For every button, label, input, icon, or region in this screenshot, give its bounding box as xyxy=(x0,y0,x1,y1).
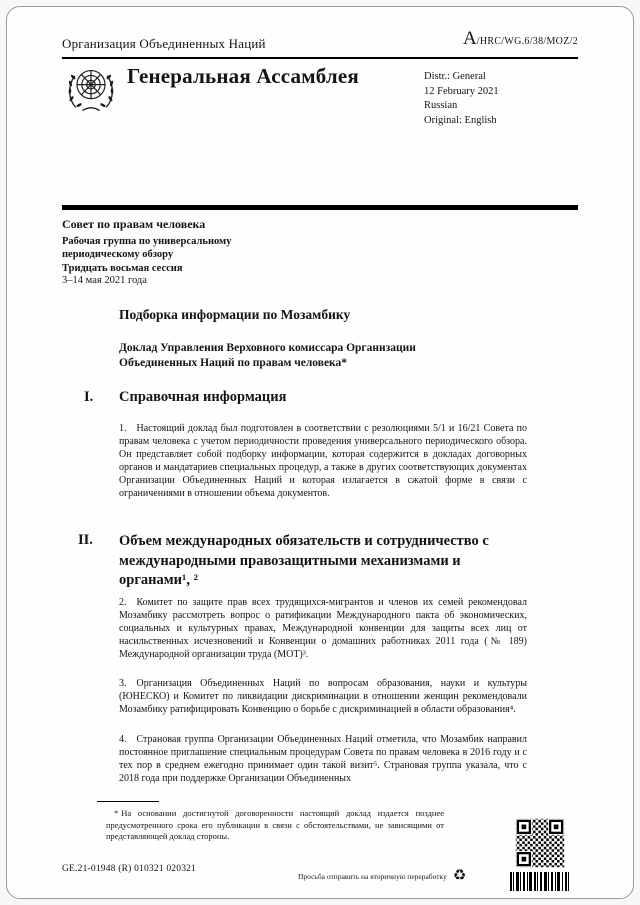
section-heading: Объем международных обязательств и сотрудничество с международными правозащитными механизмами и органами¹, ² xyxy=(119,533,489,588)
footnote-text: На основании достигнутой договоренности настоящий доклад издается позднее предусмотренного срока его публикации в связи с обстоятельствами, не зависящими от представляющей доклад стороны. xyxy=(106,808,444,841)
header-divider xyxy=(62,57,578,59)
distr-line: Original: English xyxy=(424,114,497,126)
barcode xyxy=(510,872,570,896)
report-title: Подборка информации по Мозамбику xyxy=(119,307,351,322)
working-group-name: Рабочая группа по универсальному периодическому обзору xyxy=(62,236,232,260)
recycle-note xyxy=(298,869,466,884)
document-symbol-rest: /HRC/WG.6/38/MOZ/2 xyxy=(476,36,578,47)
distr-line: Distr.: General xyxy=(424,71,486,82)
section-number: I. xyxy=(84,389,94,405)
footnote xyxy=(106,808,444,843)
footnote-marker: * xyxy=(114,808,119,818)
recycle-icon: ♻ xyxy=(452,868,467,884)
section-heading: Справочная информация xyxy=(119,389,287,405)
un-emblem-icon xyxy=(64,62,118,118)
session-dates: 3–14 мая 2021 года xyxy=(62,275,147,286)
body-paragraph: 2. Комитет по защите прав всех трудящихся-мигрантов и членов их семей рекомендовал Мозамбику рассмотреть вопрос о ратификации Международного пакта об экономических, социальных и культурных правах, Международной конвенции для защиты всех лиц от насильственных исчезновений и Конвенции о домашних работниках 2011 года (№ 189) Международной организации труда (МОТ)³. xyxy=(119,597,527,660)
document-symbol-initial: A xyxy=(463,28,477,49)
recycle-text: Просьба отправить на вторичную переработку xyxy=(298,872,447,881)
document-code: GE.21-01948 (R) 010321 020321 xyxy=(62,864,197,874)
footnote-divider xyxy=(97,801,159,802)
body-paragraph: 1. Настоящий доклад был подготовлен в соответствии с резолюциями 5/1 и 16/21 Совета по правам человека с учетом периодичности проведения универсального периодического обзора. Он представляет собой подборку информации, которая содержится в докладах договорных органов и мандатариев специальных процедур, а также в других соответствующих документах Организации Объединенных Наций и которая излагается в сжатой форме в связи с ограничениями в отношении объема документов. xyxy=(119,423,527,499)
qr-code xyxy=(514,817,566,874)
section-number: II. xyxy=(78,532,93,548)
body-paragraph: 4. Страновая группа Организации Объединенных Наций отметила, что Мозамбик направил постоянное приглашение специальным процедурам Совета по правам человека в 2016 году и с тех пор в среднем ежегодно принимает один такой визит⁵. Страновая группа указала, что с 2018 года при поддержке Организации Объединенных xyxy=(119,734,527,784)
document-symbol xyxy=(463,28,578,50)
distr-line: Russian xyxy=(424,100,458,111)
assembly-title: Генеральная Ассамблея xyxy=(127,64,359,88)
body-paragraph: 3. Организация Объединенных Наций по вопросам образования, науки и культуры (ЮНЕСКО) и Комитет по ликвидации дискриминации в отношении женщин рекомендовали Мозамбику ратифицировать Конвенцию о борьбе с дискриминацией в области образования⁴. xyxy=(119,678,527,715)
distr-line: 12 February 2021 xyxy=(424,85,499,97)
header-org-name: Организация Объединенных Наций xyxy=(62,36,266,51)
distribution-block xyxy=(424,70,499,128)
session-number: Тридцать восьмая сессия xyxy=(62,263,183,274)
section-divider-bar xyxy=(62,205,578,210)
session-info xyxy=(62,217,267,286)
council-name: Совет по правам человека xyxy=(62,217,206,231)
report-subtitle: Доклад Управления Верховного комиссара Организации Объединенных Наций по правам человека* xyxy=(119,342,416,369)
